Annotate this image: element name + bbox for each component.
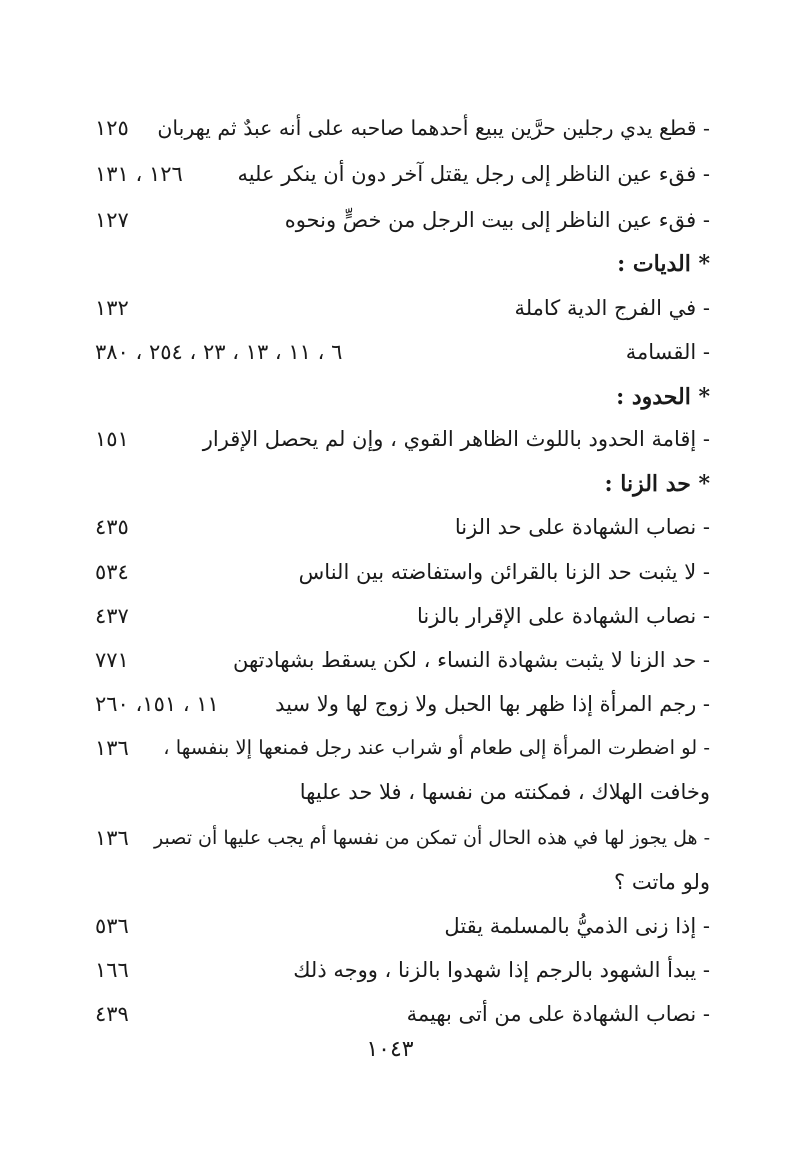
entry-text: - إذا زنى الذميُّ بالمسلمة يقتل <box>444 914 710 938</box>
entry-pages: ٥٣٦ <box>95 914 129 938</box>
entry-pages: ١٦٦ <box>95 958 129 982</box>
entry-text: - نصاب الشهادة على حد الزنا <box>454 515 710 539</box>
entry-text: - نصاب الشهادة على الإقرار بالزنا <box>417 604 710 628</box>
entry-text: - في الفرج الدية كاملة <box>514 296 710 320</box>
index-entry <box>95 330 710 374</box>
index-entry-continuation <box>95 860 710 904</box>
entry-pages: ٦ ، ١١ ، ١٣ ، ٢٣ ، ٢٥٤ ، ٣٨٠ <box>95 340 343 364</box>
index-entry <box>95 505 710 549</box>
entry-pages: ٤٣٥ <box>95 515 129 539</box>
entry-text: - نصاب الشهادة على من أتى بهيمة <box>406 1002 710 1026</box>
entry-pages: ١٥١ <box>95 427 129 451</box>
index-entry <box>95 152 710 196</box>
index-entry <box>95 948 710 992</box>
entry-pages: ٤٣٩ <box>95 1002 129 1026</box>
index-entry <box>95 682 710 726</box>
entry-pages: ١٣٦ <box>95 736 129 760</box>
entry-text: - يبدأ الشهود بالرجم إذا شهدوا بالزنا ، ووجه ذلك <box>293 958 710 982</box>
entry-text: - القسامة <box>625 340 710 364</box>
entry-text: - هل يجوز لها في هذه الحال أن تمكن من نفسها أم يجب عليها أن تصبر <box>154 827 710 849</box>
section-heading <box>95 375 710 419</box>
index-entry <box>95 594 710 638</box>
entry-pages: ٥٣٤ <box>95 560 129 584</box>
entry-pages: ٤٣٧ <box>95 604 129 628</box>
index-entry <box>95 550 710 594</box>
heading-text: * الحدود : <box>616 384 710 410</box>
entry-pages: ٧٧١ <box>95 648 129 672</box>
entry-text: وخافت الهلاك ، فمكنته من نفسها ، فلا حد عليها <box>299 780 710 804</box>
index-entry <box>95 106 710 150</box>
index-entry <box>95 816 710 860</box>
index-entry <box>95 417 710 461</box>
index-entry-continuation <box>95 770 710 814</box>
entry-text: - فقء عين الناظر إلى بيت الرجل من خصٍّ ونحوه <box>284 208 710 232</box>
heading-text: * حد الزنا : <box>604 471 710 497</box>
entry-text: - رجم المرأة إذا ظهر بها الحبل ولا زوج لها ولا سيد <box>275 692 710 716</box>
index-entry <box>95 726 710 770</box>
page-number: ١٠٤٣ <box>366 1037 414 1062</box>
index-entry <box>95 638 710 682</box>
entry-text: - لا يثبت حد الزنا بالقرائن واستفاضته بين الناس <box>298 560 710 584</box>
section-heading <box>95 242 710 286</box>
entry-text: - قطع يدي رجلين حرَّين يبيع أحدهما صاحبه على أنه عبدٌ ثم يهربان <box>157 116 710 140</box>
section-heading <box>95 462 710 506</box>
entry-pages: ١٢٦ ، ١٣١ <box>95 162 183 186</box>
entry-pages: ١١ ، ١٥١، ٢٦٠ <box>95 692 219 716</box>
entry-text: - لو اضطرت المرأة إلى طعام أو شراب عند رجل فمنعها إلا بنفسها ، <box>163 736 710 759</box>
entry-pages: ١٢٥ <box>95 116 129 140</box>
heading-text: * الديات : <box>617 251 710 277</box>
index-entry <box>95 286 710 330</box>
entry-pages: ١٣٦ <box>95 826 129 850</box>
entry-text: ولو ماتت ؟ <box>614 870 710 894</box>
index-entry <box>95 904 710 948</box>
entry-text: - حد الزنا لا يثبت بشهادة النساء ، لكن يسقط بشهادتهن <box>232 648 710 672</box>
entry-pages: ١٣٢ <box>95 296 129 320</box>
entry-text: - فقء عين الناظر إلى رجل يقتل آخر دون أن ينكر عليه <box>237 162 710 186</box>
entry-text: - إقامة الحدود باللوث الظاهر القوي ، وإن لم يحصل الإقرار <box>202 427 710 451</box>
index-entry <box>95 198 710 242</box>
entry-pages: ١٢٧ <box>95 208 129 232</box>
